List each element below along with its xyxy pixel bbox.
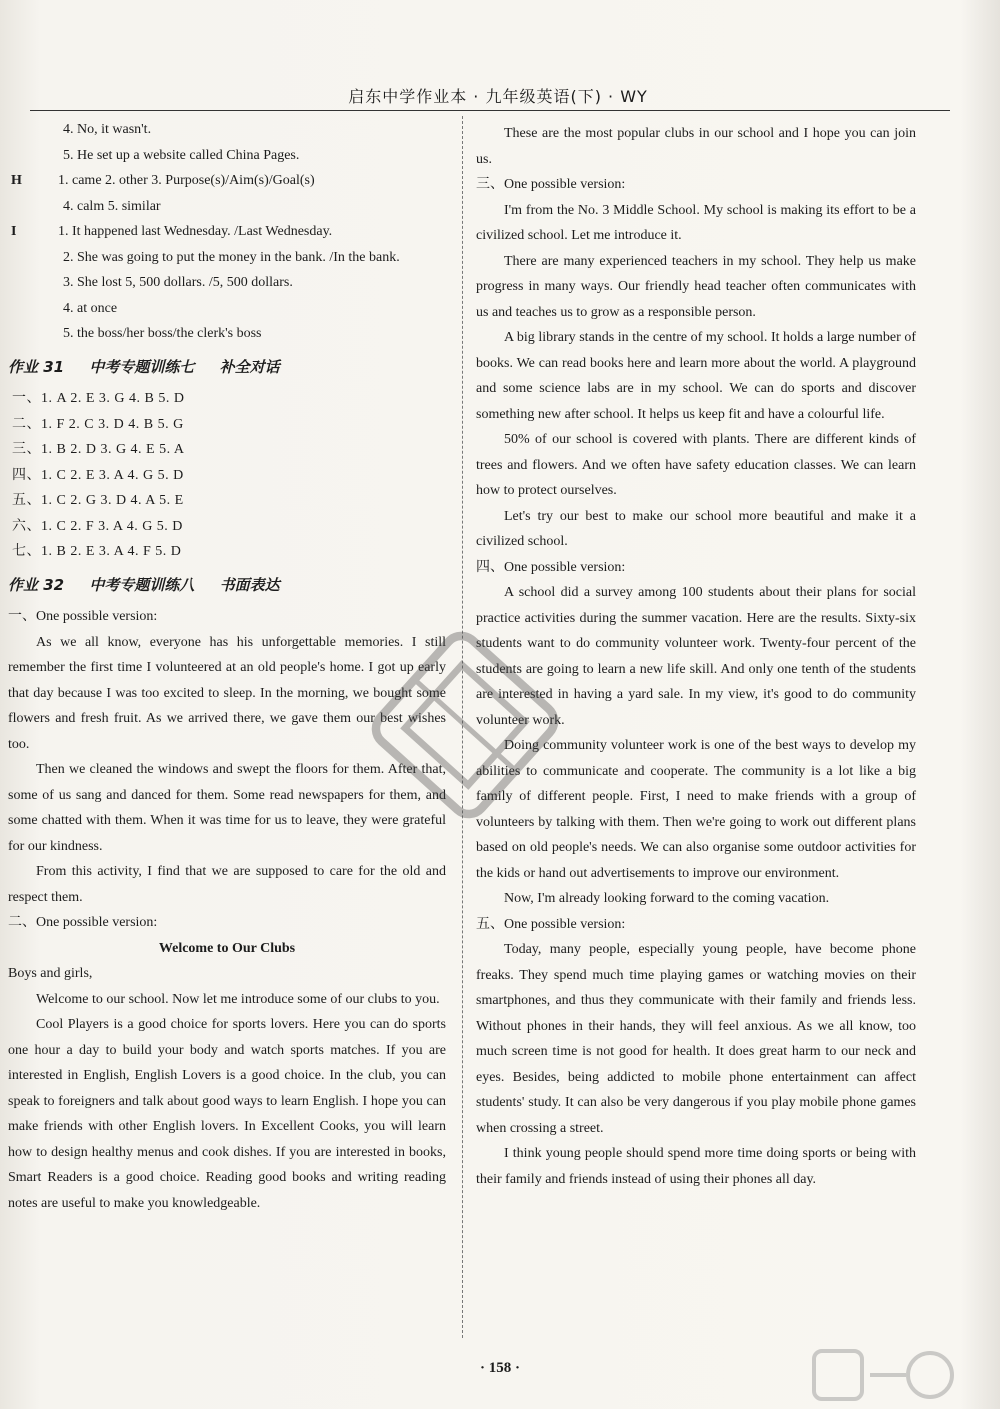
essay-paragraph: A big library stands in the centre of my school. It holds a large number of books. We can read books here and learn more about the world. A playground and some science labs are in my school. We can do sports and discover something new after school. It helps us keep fit and have a colourful life.	[476, 330, 916, 422]
page-number: · 158 ·	[479, 1360, 520, 1376]
section-h	[8, 168, 446, 194]
section-letter: H	[11, 173, 22, 188]
page-header-title: 启东中学作业本 · 九年级英语(下) · WY	[348, 87, 648, 106]
essay-greeting: Boys and girls,	[8, 966, 93, 981]
essay-paragraph: There are many experienced teachers in my school. They help us make progress in many ways. Our friendly head teacher often communicates with us and teaches us to grow as a responsible person.	[476, 253, 916, 320]
answer-line: 3. She lost 5, 500 dollars. /5, 500 dollars.	[63, 275, 293, 290]
answer-row: 一、1. A 2. E 3. G 4. B 5. D	[12, 391, 185, 406]
homework-number: 作业 32	[8, 575, 65, 594]
answer-row: 三、1. B 2. D 3. G 4. E 5. A	[12, 442, 185, 457]
section-label: 二、One possible version:	[8, 915, 158, 930]
answer-row: 四、1. C 2. E 3. A 4. G 5. D	[12, 467, 184, 483]
essay-paragraph: 50% of our school is covered with plants. There are different kinds of trees and flowers. And we often have safety education classes. We can learn how to protect ourselves.	[476, 432, 916, 498]
essay-paragraph: A school did a survey among 100 students about their plans for social practice activities during the summer vacation. Here are the results. Sixty-six students want to do community volunteer work. Twenty-four percent of the students are going to learn a new life skill. And only one tenth of the students are interested in having a yard sale. In my view, it's good to do community volunteer work.	[476, 585, 916, 728]
essay-paragraph: Today, many people, especially young people, have become phone freaks. They spend much time playing games or watching movies on their smartphones, and thus they communicate with their family and friends less. Without phones in their hands, they will feel anxious. As we all know, too much screen time is not good for health. It does great harm to our neck and eyes. Besides, being addicted to mobile phone entertainment can affect students' study. It can also be very dangerous if you play mobile phone games when crossing a street.	[476, 942, 916, 1136]
answer-row: 六、1. C 2. F 3. A 4. G 5. D	[12, 518, 183, 534]
essay-paragraph: I think young people should spend more time doing sports or being with their family and friends instead of using their phones all day.	[476, 1146, 916, 1187]
header-rule	[30, 110, 950, 111]
answer-line: 5. the boss/her boss/the clerk's boss	[63, 326, 262, 341]
answer-line: 4. calm 5. similar	[63, 198, 161, 214]
homework-topic: 中考专题训练七	[89, 357, 195, 376]
right-column	[476, 121, 916, 1192]
section-label: 四、One possible version:	[476, 559, 626, 575]
section-label: 一、One possible version:	[8, 609, 158, 624]
essay-paragraph: I'm from the No. 3 Middle School. My school is making its effort to be a civilized school. Let me introduce it.	[476, 202, 916, 243]
essay-title: Welcome to Our Clubs	[158, 940, 296, 956]
answer-line: 4. at once	[63, 300, 118, 316]
left-column	[8, 117, 446, 1216]
essay-paragraph: Now, I'm already looking forward to the coming vacation.	[504, 891, 830, 906]
essay-paragraph: Let's try our best to make our school more beautiful and make it a civilized school.	[476, 508, 916, 549]
homework-31-heading	[8, 355, 446, 381]
essay-paragraph: Cool Players is a good choice for sports lovers. Here you can do sports one hour a day to build your body and watch sports matches. If you are interested in English, English Lovers is a good choice. In the club, you can speak to foreigners and talk about good ways to learn English. I hope you can make friends with other English lovers. In Excellent Cooks, you will learn how to design healthy menus and cook dishes. If you are interested in books, Smart Readers is a good choice. Reading good books and writing reading notes are useful to make you knowledgeable.	[8, 1017, 446, 1211]
homework-topic: 中考专题训练八	[89, 575, 195, 594]
essay-paragraph: Welcome to our school. Now let me introduce some of our clubs to you.	[36, 991, 440, 1007]
section-label: 五、One possible version:	[476, 916, 626, 932]
homework-number: 作业 31	[8, 357, 65, 376]
answer-line: 2. She was going to put the money in the bank. /In the bank.	[63, 249, 400, 265]
answer-row: 七、1. B 2. E 3. A 4. F 5. D	[12, 544, 182, 559]
homework-title: 书面表达	[219, 575, 280, 594]
homework-32-heading	[8, 573, 446, 599]
essay-paragraph: From this activity, I find that we are supposed to care for the old and respect them.	[8, 864, 446, 905]
essay-paragraph: These are the most popular clubs in our school and I hope you can join us.	[476, 126, 916, 167]
essay-paragraph: Then we cleaned the windows and swept the floors for them. After that, some of us sang and danced for them. Some read newspapers for them, and some chatted with them. When it was time for us to leave, they were grateful for our kindness.	[8, 762, 446, 854]
answer-line: 5. He set up a website called China Pages.	[63, 147, 300, 163]
answer-row: 五、1. C 2. G 3. D 4. A 5. E	[12, 493, 184, 508]
answer-line: 1. came 2. other 3. Purpose(s)/Aim(s)/Goal(s)	[58, 173, 315, 188]
answer-line: 4. No, it wasn't.	[63, 122, 152, 137]
essay-paragraph: As we all know, everyone has his unforgettable memories. I still remember the first time I volunteered at an old people's home. I got up early that day because I was too excited to sleep. In the morning, we bought some flowers and fresh fruit. As we arrived there, we gave them our best wishes too.	[8, 634, 446, 752]
essay-paragraph: Doing community volunteer work is one of the best ways to develop my abilities to communicate and cooperate. The community is a lot like a big family of different people. First, I need to make friends with a group of volunteers by talking with them. Then we're going to work out different plans based on old people's needs. We can also organise some outdoor activities for the kids or hand out advertisements to improve our environment.	[476, 738, 916, 881]
answer-line: 1. It happened last Wednesday. /Last Wednesday.	[58, 224, 333, 239]
answer-row: 二、1. F 2. C 3. D 4. B 5. G	[12, 416, 184, 432]
section-label: 三、One possible version:	[476, 177, 626, 192]
corner-logo-icon	[810, 1345, 990, 1405]
section-i	[8, 219, 446, 245]
section-letter: I	[11, 224, 17, 239]
homework-title: 补全对话	[219, 357, 280, 376]
